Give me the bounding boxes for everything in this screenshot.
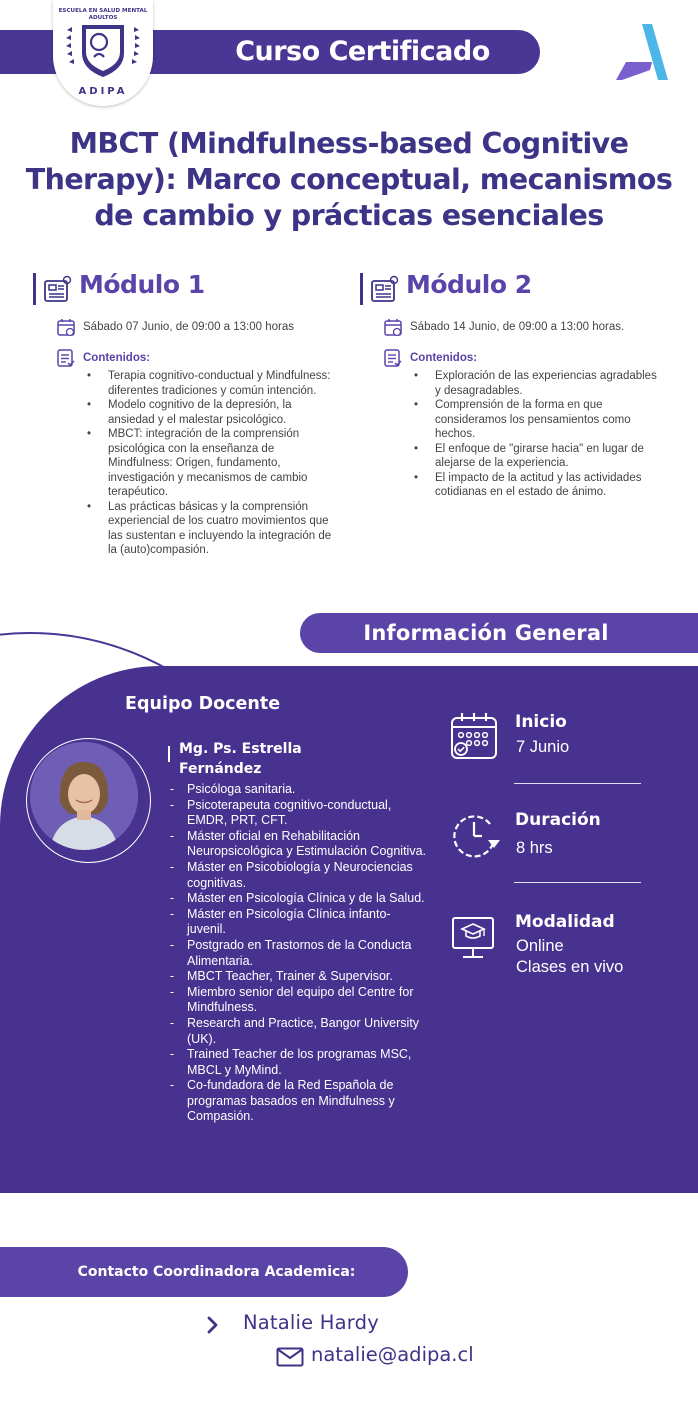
teacher-name: Mg. Ps. Estrella Fernández: [179, 741, 302, 777]
contact-email-link[interactable]: natalie@adipa.cl: [311, 1343, 474, 1366]
module-contents-list: [83, 369, 338, 558]
module-date: Sábado 07 Junio, de 09:00 a 13:00 horas: [83, 321, 295, 333]
list-item: - MBCT Teacher, Trainer & Supervisor.: [168, 969, 428, 985]
module-title: Módulo 1: [79, 270, 205, 299]
teacher-avatar: [30, 742, 138, 850]
general-info-title: Información General: [363, 621, 609, 645]
list-item: - Trained Teacher de los programas MSC, MBCL y MyMind.: [168, 1047, 428, 1078]
list-item: • Exploración de las experiencias agradables y desagradables.: [410, 369, 665, 398]
course-title-line: de cambio y prácticas esenciales: [94, 199, 604, 232]
list-item: • Modelo cognitivo de la depresión, la ansiedad y el malestar psicológico.: [83, 398, 338, 427]
module-accent-bar: [360, 273, 363, 305]
calendar-grid-icon: [450, 712, 500, 762]
teacher-accent-bar: [168, 746, 170, 762]
list-item: - Psicóloga sanitaria.: [168, 782, 428, 798]
checklist-icon: [57, 349, 76, 368]
module-header: [360, 270, 680, 306]
list-item: - Research and Practice, Bangor University (UK).: [168, 1016, 428, 1047]
list-item: - Máster en Psicología Clínica y de la Salud.: [168, 891, 428, 907]
document-icon: [370, 275, 400, 305]
contents-row: [360, 349, 680, 367]
module-title: Módulo 2: [406, 270, 532, 299]
list-item: - Máster en Psicología Clínica infanto-juvenil.: [168, 907, 428, 938]
contact-banner: [0, 1247, 408, 1297]
envelope-icon: [276, 1347, 304, 1367]
module-contents-list: [410, 369, 665, 500]
modality-value-live: Clases en vivo: [516, 958, 624, 976]
list-item: - Co-fundadora de la Red Española de programas basados en Mindfulness y Compasión.: [168, 1078, 428, 1125]
list-item: • Las prácticas básicas y la comprensión experiencial de los cuatro movimientos que las sustentan e incluyendo la integración de la (auto)compasión.: [83, 500, 338, 558]
list-item: - Miembro senior del equipo del Centre for Mindfulness.: [168, 985, 428, 1016]
course-title-line: Therapy): Marco conceptual, mecanismos: [25, 163, 673, 196]
start-info: [450, 712, 680, 772]
calendar-icon: [57, 318, 76, 337]
clock-icon: [450, 810, 500, 860]
list-item: • El enfoque de "girarse hacia" en lugar de alejarse de la experiencia.: [410, 442, 665, 471]
list-item: • El impacto de la actitud y las actividades cotidianas en el estado de ánimo.: [410, 471, 665, 500]
module-date-row: [360, 318, 680, 338]
start-value: 7 Junio: [516, 738, 570, 756]
duration-info: [450, 810, 680, 870]
document-icon: [43, 275, 73, 305]
list-item: • Terapia cognitivo-conductual y Mindfulness: diferentes tradiciones y común intención.: [83, 369, 338, 398]
start-label: Inicio: [515, 712, 567, 732]
duration-value: 8 hrs: [516, 839, 553, 857]
chevron-right-icon: [205, 1316, 221, 1334]
module-header: [33, 270, 353, 306]
modality-label: Modalidad: [515, 912, 615, 932]
graduation-monitor-icon: [450, 912, 500, 962]
checklist-icon: [384, 349, 403, 368]
module-2: [360, 270, 680, 500]
modality-value-online: Online: [516, 937, 564, 955]
contents-label: Contenidos:: [410, 352, 478, 364]
course-title-line: MBCT (Mindfulness-based Cognitive: [69, 127, 629, 160]
duration-label: Duración: [515, 810, 601, 830]
team-title: Equipo Docente: [125, 694, 281, 714]
module-1: [33, 270, 353, 558]
list-item: • MBCT: integración de la comprensión psicológica con la enseñanza de Mindfulness: Origen, fundamento, investigación y mecanismos de cambio terapéutico.: [83, 427, 338, 500]
list-item: - Postgrado en Trastornos de la Conducta Alimentaria.: [168, 938, 428, 969]
module-accent-bar: [33, 273, 36, 305]
list-item: - Psicoterapeuta cognitivo-conductual, EMDR, PRT, CFT.: [168, 798, 428, 829]
school-seal-icon: [53, 0, 153, 106]
contact-banner-text: Contacto Coordinadora Academica:: [77, 1264, 356, 1280]
teacher-cv-list: [168, 782, 428, 1125]
svg-text:ADULTOS: ADULTOS: [88, 15, 118, 21]
list-item: - Máster oficial en Rehabilitación Neuropsicológica y Estimulación Cognitiva.: [168, 829, 428, 860]
module-date: Sábado 14 Junio, de 09:00 a 13:00 horas.: [410, 321, 625, 333]
contact-name: Natalie Hardy: [243, 1311, 379, 1334]
divider: [514, 783, 641, 784]
list-item: - Máster en Psicobiología y Neurociencias cognitivas.: [168, 860, 428, 891]
brand-logo-icon: [612, 22, 670, 82]
svg-text:ESCUELA EN SALUD MENTAL: ESCUELA EN SALUD MENTAL: [58, 8, 148, 14]
contents-label: Contenidos:: [83, 352, 151, 364]
course-title: [10, 126, 688, 234]
modality-info: [450, 912, 680, 982]
list-item: • Comprensión de la forma en que consideramos los pensamientos como hechos.: [410, 398, 665, 442]
svg-text:ADIPA: ADIPA: [78, 86, 128, 97]
general-info-banner: [300, 613, 698, 653]
course-type-text: Curso Certificado: [235, 36, 490, 67]
calendar-icon: [384, 318, 403, 337]
divider: [514, 882, 641, 883]
contents-row: [33, 349, 353, 367]
module-date-row: [33, 318, 353, 338]
